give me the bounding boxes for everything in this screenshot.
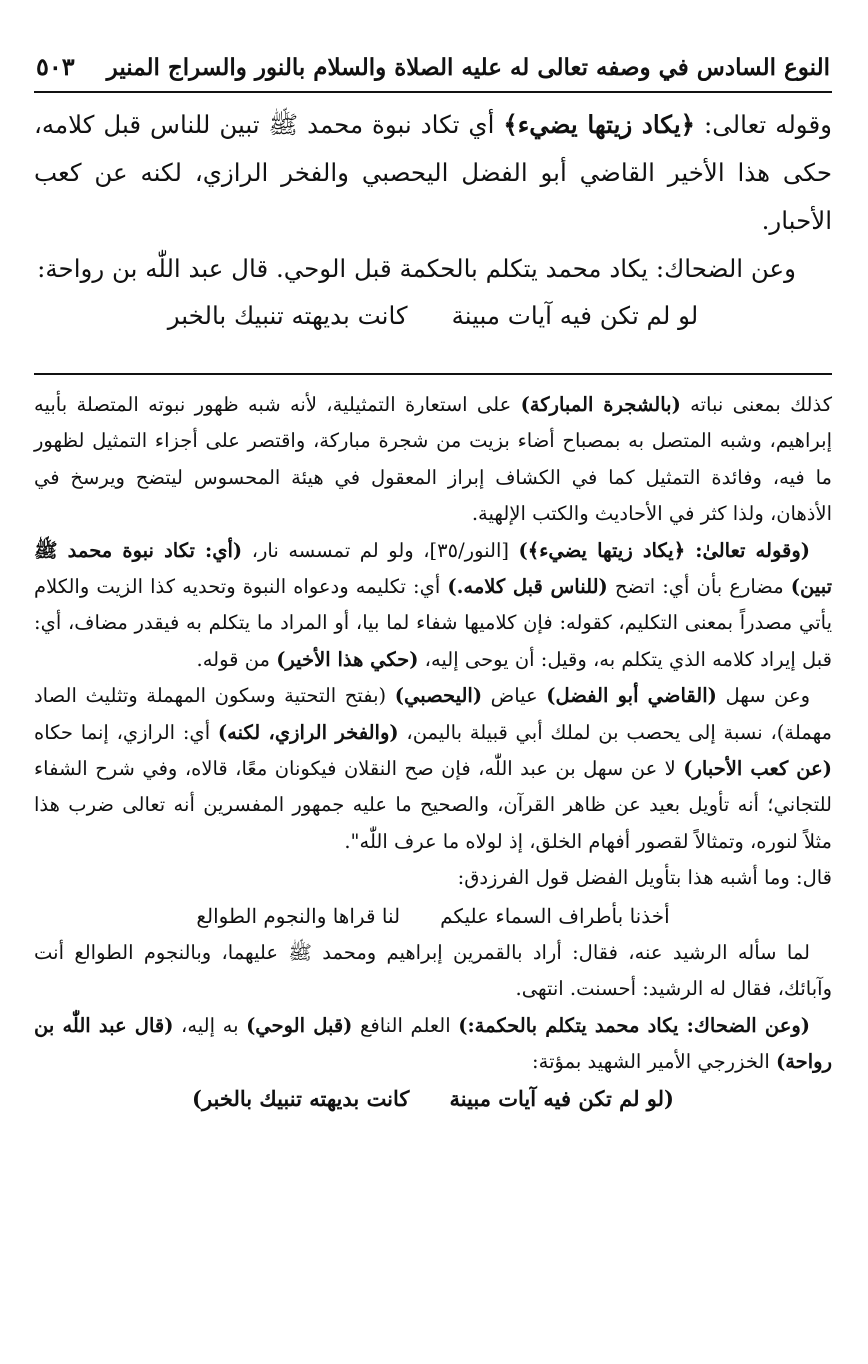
text-run: أي: تكليمه ودعواه النبوة وتحديه كذا الزيت والكلام يأتي مصدراً بمعنى التكليم، كقوله: فإن كلاميها شفاء لما بيا، أو المراد ما يتكلم به فيقدر مضاف، أي: قبل إيراد كلامه الذي يتكلم به، وقيل: أن يوحى إليه، — [34, 575, 832, 671]
page-number: ٥٠٣ — [36, 52, 75, 81]
text-run: وعن سهل — [716, 684, 811, 708]
text-run: أي: الرازي، إنما حكاه — [34, 720, 218, 744]
text-run: [النور/٣٥]، ولو لم تمسسه نار، — [242, 538, 519, 562]
bold-quote: (حكي هذا الأخير) — [276, 647, 419, 671]
commentary-paragraph — [34, 387, 832, 533]
text-run: وقوله تعالى: — [695, 110, 832, 139]
text-run: كذلك بمعنى نباته — [680, 393, 833, 416]
bold-quote: (وقوله تعالىٰ: ﴿يكاد زيتها يضيء﴾) — [518, 538, 810, 562]
text-run: مضارع بأن أي: اتضح — [607, 575, 791, 599]
poem-verse — [34, 897, 832, 935]
commentary-paragraph: لما سأله الرشيد عنه، فقال: أراد بالقمرين إبراهيم ومحمد ﷺ عليهما، وبالنجوم الطوالع أنت وآبائك، فقال له الرشيد: أحسنت. انتهى. — [34, 940, 832, 1001]
commentary-paragraph — [34, 1008, 832, 1081]
running-header — [34, 46, 832, 93]
bold-quote: (قبل الوحي) — [246, 1013, 353, 1037]
bold-quote: (اليحصبي) — [394, 684, 483, 708]
main-paragraph — [34, 101, 832, 245]
bold-quote: (أي: تكاد نبوة محمد ﷺ تبين) — [34, 538, 833, 599]
commentary — [34, 387, 832, 1118]
bold-quote: (القاضي أبو الفضل) — [546, 684, 717, 708]
text-run: لا عن سهل بن عبد اللّٰه، فإن صح النقلان فيكونان معًا، قالاه، وفي شرح الشفاء للتجاني؛ أنه تأويل بعيد عن ظاهر القرآن، والصحيح ما عليه جمهور المفسرين أنه تعالى ضرب هذا مثلاً لنوره، وتمثالاً لقصور أفهام الخلق، إذ لولاه ما عرف اللّٰه". — [34, 757, 832, 853]
bold-quote: (وعن الضحاك: يكاد محمد يتكلم بالحكمة:) — [458, 1013, 810, 1037]
bold-quote: (عن كعب الأحبار) — [683, 757, 832, 781]
text-run: به إليه، — [173, 1013, 247, 1037]
commentary-paragraph: قال: وما أشبه هذا بتأويل الفضل قول الفرزدق: — [457, 866, 832, 890]
bold-quote: (بالشجرة المباركة) — [520, 393, 681, 416]
bold-quote: (للناس قبل كلامه.) — [447, 575, 608, 599]
text-run: عياض — [482, 684, 547, 708]
header-title: النوع السادس في وصفه تعالى له عليه الصلاة والسلام بالنور والسراج المنير — [106, 54, 830, 81]
verse-second-hemistich: كانت بديهته تنبيك بالخبر) — [192, 1086, 410, 1112]
text-run: على استعارة التمثيلية، لأنه شبه ظهور نبوته المتصلة بأبيه إبراهيم، وشبه المتصل به بمصباح أضاء بزيت من شجرة مباركة، واقتصر على أجزاء التمثيل لظهور ما فيه، وفائدة التمثيل كما في الكشاف إبراز المعقول في هيئة المحسوس ليتضح ويرسخ في الأذهان، ولذا كثر في الأحاديث والكتب الإلهية. — [34, 393, 832, 526]
text-run: من قوله. — [196, 647, 277, 671]
text-run: (بفتح التحتية وسكون المهملة وتثليث الصاد مهملة)، نسبة إلى يحصب بن لملك أبي قبيلة باليمن، — [34, 684, 833, 744]
verse-second-hemistich: كانت بديهته تنبيك بالخبر — [167, 301, 408, 330]
poem-verse — [34, 1080, 832, 1118]
text-run: العلم النافع — [352, 1013, 459, 1037]
text-run: أي تكاد نبوة محمد ﷺ تبين للناس قبل كلامه، حكى هذا الأخير القاضي أبو الفضل اليحصبي والفخر الرازي، لكنه عن كعب الأحبار. — [34, 110, 832, 235]
bold-quote: ﴿يكاد زيتها يضيء﴾ — [503, 110, 696, 139]
main-paragraph: وعن الضحاك: يكاد محمد يتكلم بالحكمة قبل الوحي. قال عبد اللّٰه بن رواحة: — [37, 254, 796, 283]
bold-quote: (قال عبد اللّٰه بن رواحة) — [34, 1013, 832, 1073]
text-run: الخزرجي الأمير الشهيد بمؤتة: — [532, 1049, 776, 1073]
bold-quote: (والفخر الرازي، لكنه) — [217, 720, 399, 744]
poem-verse — [34, 293, 832, 339]
commentary-paragraph — [34, 678, 832, 860]
verse-second-hemistich: لنا قراها والنجوم الطوالع — [196, 903, 401, 928]
main-text — [34, 101, 832, 339]
verse-first-hemistich: أخذنا بأطراف السماء عليكم — [440, 903, 670, 928]
commentary-paragraph — [34, 533, 832, 679]
verse-first-hemistich: لو لم تكن فيه آيات مبينة — [451, 301, 699, 330]
footnote-divider — [34, 373, 832, 375]
verse-first-hemistich: (لو لم تكن فيه آيات مبينة — [449, 1086, 674, 1112]
